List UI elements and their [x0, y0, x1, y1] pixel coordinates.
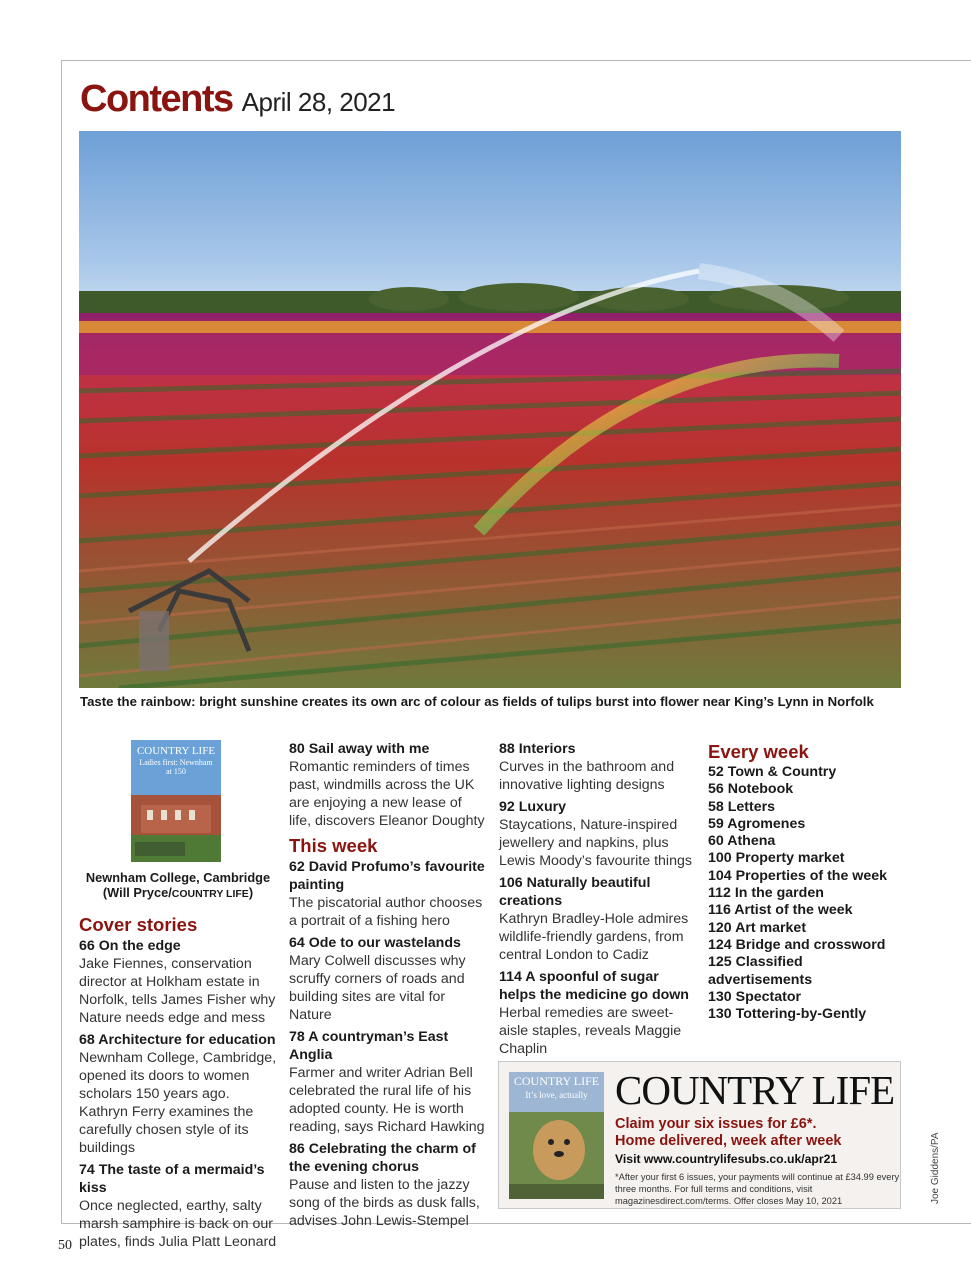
item-desc: Once neglected, earthy, salty marsh samphire is back on our plates, finds Julia Platt Leonard	[79, 1198, 277, 1250]
column-cover-stories	[79, 740, 279, 1255]
promo-claim	[615, 1116, 900, 1150]
item-title: 92 Luxury	[499, 799, 567, 815]
every-week-item[interactable]: 130 Tottering-by-Gently	[708, 1006, 867, 1023]
list-item[interactable]	[499, 874, 699, 964]
every-week-item[interactable]: 120 Art market	[708, 919, 807, 936]
item-title: 114 A spoonful of sugar helps the medicine go down	[499, 969, 689, 1003]
item-desc: Kathryn Bradley-Hole admires wildlife-friendly gardens, from central London to Cadiz	[499, 911, 689, 963]
cover-caption-sc: COUNTRY LIFE	[171, 888, 249, 900]
list-item[interactable]	[289, 1028, 485, 1136]
every-week-item[interactable]: 56 Notebook	[708, 781, 794, 798]
item-title: 86 Celebrating the charm of the evening chorus	[289, 1141, 476, 1175]
promo-thumb-headline: It’s love, actually	[525, 1090, 588, 1100]
promo-url-link[interactable]: Visit www.countrylifesubs.co.uk/apr21	[615, 1152, 838, 1166]
item-desc: Staycations, Nature-inspired jewellery and napkins, plus Lewis Moody’s favourite things	[499, 817, 692, 869]
every-week-list	[708, 764, 908, 1023]
every-week-item[interactable]: 116 Artist of the week	[708, 902, 853, 919]
cover-caption	[79, 870, 277, 902]
every-week-item[interactable]: 112 In the garden	[708, 885, 824, 902]
item-desc: Jake Fiennes, conservation director at Holkham estate in Norfolk, tells James Fisher why Nature needs edge and mess	[79, 956, 276, 1026]
cover-caption-line1: Newnham College, Cambridge	[85, 870, 271, 885]
item-title: 62 David Profumo’s favourite painting	[289, 859, 485, 893]
every-week-heading: Every week	[708, 741, 809, 762]
item-desc: Romantic reminders of times past, windmills across the UK are enjoying a new lease of life, discovers Eleanor Doughty	[289, 759, 485, 829]
item-title: 106 Naturally beautiful creations	[499, 875, 651, 909]
column-this-week	[289, 740, 485, 1234]
item-desc: Pause and listen to the jazzy song of the birds as dusk falls, advises John Lewis-Stempel	[289, 1177, 480, 1229]
every-week-item[interactable]: 52 Town & Country	[708, 764, 837, 780]
list-item[interactable]	[79, 937, 279, 1027]
list-item[interactable]	[289, 740, 485, 830]
contents-header	[80, 78, 395, 121]
page-title: Contents	[80, 78, 233, 120]
every-week-item[interactable]: 130 Spectator	[708, 988, 802, 1005]
list-item[interactable]	[499, 740, 699, 794]
every-week-item[interactable]: 58 Letters	[708, 798, 776, 815]
tulip-field-photo	[79, 131, 901, 688]
cover-stories-heading: Cover stories	[79, 914, 198, 935]
cover-masthead: COUNTRY LIFE	[136, 745, 216, 757]
column-features	[499, 740, 699, 1062]
list-item[interactable]	[499, 798, 699, 870]
item-title: 68 Architecture for education	[79, 1032, 276, 1048]
photo-credit: Joe Giddens/PA	[930, 1132, 941, 1204]
promo-magazine-thumbnail	[509, 1072, 604, 1199]
cover-caption-line2	[79, 885, 277, 902]
item-title: 64 Ode to our wastelands	[289, 935, 461, 951]
promo-thumb-masthead: COUNTRY LIFE	[513, 1074, 600, 1088]
item-desc: Curves in the bathroom and innovative lighting designs	[499, 759, 675, 793]
every-week-item[interactable]: 60 Athena	[708, 833, 776, 850]
item-desc: Newnham College, Cambridge, opened its doors to women scholars 150 years ago. Kathryn Ferry examines the carefully chosen style of its buildings	[79, 1050, 277, 1156]
list-item[interactable]	[289, 858, 485, 930]
item-title: 80 Sail away with me	[289, 741, 430, 757]
list-item[interactable]	[289, 1140, 485, 1230]
list-item[interactable]	[79, 1161, 279, 1251]
list-item[interactable]	[289, 934, 485, 1024]
photo-caption: Taste the rainbow: bright sunshine creates its own arc of colour as fields of tulips burst into flower near King’s Lynn in Norfolk	[80, 694, 874, 709]
every-week-item[interactable]: 124 Bridge and crossword	[708, 936, 886, 953]
list-item[interactable]	[79, 1031, 279, 1157]
country-life-logo: COUNTRY LIFE	[615, 1067, 895, 1113]
every-week-item[interactable]: 59 Agromenes	[708, 815, 806, 832]
list-item[interactable]	[499, 968, 699, 1058]
cover-thumbnail[interactable]	[131, 740, 221, 862]
item-title: 74 The taste of a mermaid’s kiss	[79, 1162, 265, 1196]
cover-caption-prefix: (Will Pryce/	[102, 885, 172, 900]
promo-claim-line1: Claim your six issues for £6*.	[615, 1116, 817, 1132]
item-desc: Herbal remedies are sweet-aisle staples, reveals Maggie Chaplin	[499, 1005, 682, 1057]
issue-date: April 28, 2021	[241, 87, 396, 117]
cover-headline: Ladies first: Newnham at 150	[139, 758, 213, 776]
every-week-item[interactable]: 100 Property market	[708, 850, 845, 867]
every-week-item[interactable]: 125 Classified advertisements	[708, 954, 813, 988]
every-week-item[interactable]: 104 Properties of the week	[708, 867, 887, 884]
promo-terms: *After your first 6 issues, your payments will continue at £34.99 every three months. For full terms and conditions, visit magazinesdirect.com/terms. Offer closes May 10, 2021	[615, 1172, 900, 1206]
this-week-heading: This week	[289, 835, 378, 856]
item-desc: Farmer and writer Adrian Bell celebrated the rural life of his adopted county. He is worth reading, says Richard Hawking	[289, 1065, 485, 1135]
item-desc: The piscatorial author chooses a portrait of a fishing hero	[289, 895, 483, 929]
cover-caption-suffix: )	[248, 885, 254, 900]
item-title: 78 A countryman’s East Anglia	[289, 1029, 449, 1063]
item-desc: Mary Colwell discusses why scruffy corners of roads and building sites are vital for Nature	[289, 953, 466, 1023]
promo-claim-line2: Home delivered, week after week	[615, 1133, 842, 1149]
page-number: 50	[58, 1238, 72, 1253]
item-title: 66 On the edge	[79, 938, 181, 954]
column-every-week	[708, 740, 908, 1023]
subscription-promo[interactable]	[498, 1061, 901, 1209]
item-title: 88 Interiors	[499, 741, 576, 757]
